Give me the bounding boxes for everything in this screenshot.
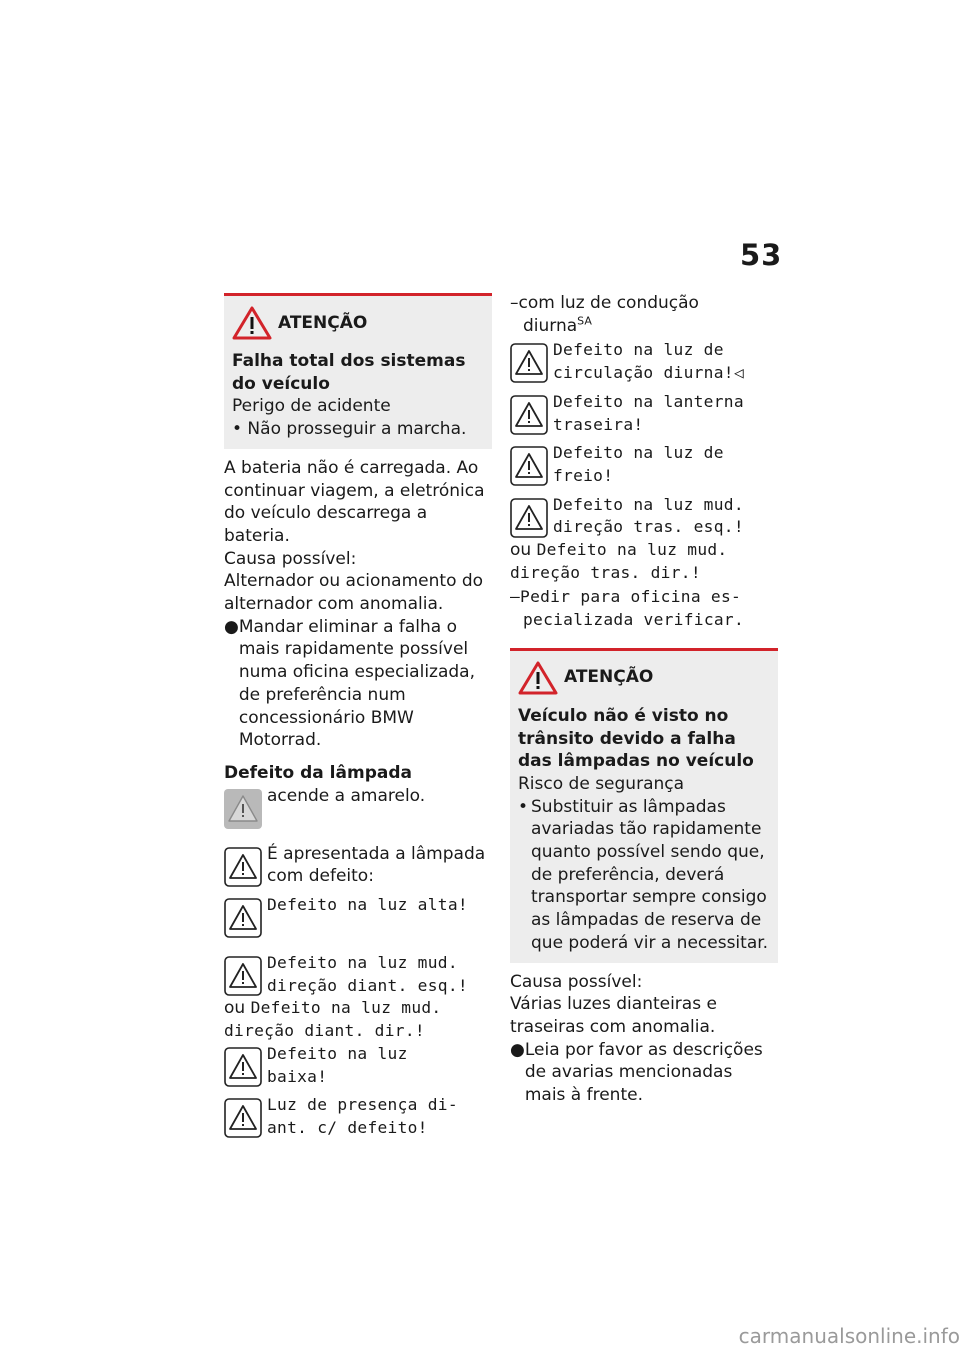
- or-line: [224, 997, 492, 1042]
- general-warning-lamp-icon: [224, 789, 262, 829]
- message-line: Defeito na lanterna: [553, 391, 744, 411]
- cause-label: Causa possível:: [224, 548, 357, 569]
- message-text: [267, 1094, 458, 1139]
- warning-action: • Não prosseguir a marcha.: [232, 419, 467, 440]
- action-text: Mandar eliminar a falha o mais rapidamente possível numa oficina especializada, de preferência num concessionário BMW Motorrad.: [238, 616, 476, 751]
- bullet-dot-icon: ●: [224, 616, 239, 637]
- message-rear-left-indicator: [510, 494, 778, 539]
- right-column: [510, 292, 778, 1107]
- message-line: direção tras. esq.!: [553, 517, 744, 537]
- message-line: ant. c/ defeito!: [267, 1117, 428, 1137]
- message-line: circulação diurna!◁: [553, 363, 744, 383]
- warning-triangle-outline-icon: [510, 395, 548, 435]
- left-column: [224, 293, 492, 1140]
- dash-line: –Pedir para oficina es-: [510, 587, 742, 607]
- cause-text: Alternador ou acionamento do alternador com anomalia.: [224, 571, 484, 615]
- warning-title: Veículo não é visto no trânsito devido a falha das lâmpadas no veículo: [518, 705, 754, 772]
- display-text: É apresentada a lâmpada com defeito:: [267, 843, 486, 887]
- warning-heading: [232, 306, 484, 340]
- warning-triangle-outline-icon: [224, 898, 262, 938]
- action-item: [510, 1039, 778, 1107]
- message-tail-light: [510, 391, 778, 436]
- or-label: ou: [224, 998, 246, 1019]
- message-text: [267, 1043, 408, 1088]
- warning-title: Falha total dos sistemas do veículo: [232, 351, 466, 394]
- message-text: [553, 442, 724, 487]
- message-line: baixa!: [267, 1066, 328, 1086]
- dash-item-text: diurna: [523, 315, 578, 336]
- indicator-row: [224, 785, 492, 829]
- warning-triangle-outline-icon: [224, 1047, 262, 1087]
- warning-triangle-outline-icon: [224, 847, 262, 887]
- message-text: [553, 339, 744, 384]
- display-row: [224, 843, 492, 888]
- message-text: [267, 952, 468, 997]
- bullet-dot-icon: •: [518, 796, 529, 817]
- message-text: [553, 494, 744, 539]
- warning-heading-text: ATENÇÃO: [278, 312, 368, 333]
- page-number: 53: [740, 238, 783, 272]
- warning-triangle-outline-icon: [510, 343, 548, 383]
- message-line: Defeito na luz de: [553, 340, 724, 360]
- warning-triangle-outline-icon: [510, 446, 548, 486]
- message-front-left-indicator: [224, 952, 492, 997]
- daytime-item: [510, 292, 778, 337]
- message-line: traseira!: [553, 414, 644, 434]
- cause-label: Causa possível:: [510, 971, 643, 992]
- warning-risk: Perigo de acidente: [232, 396, 391, 417]
- indicator-text: acende a amarelo.: [267, 785, 426, 806]
- warning-heading: [518, 661, 770, 695]
- message-daytime-light: [510, 339, 778, 384]
- message-line: Defeito na luz: [267, 1043, 408, 1063]
- warning-action-text: Substituir as lâmpadas avariadas tão rapidamente quanto possível sendo que, de preferência, deverá transportar sempre consigo as lâmpadas de reserva de que poderá vir a necessitar.: [531, 796, 769, 953]
- section-title: Defeito da lâmpada: [224, 762, 412, 783]
- message-low-beam: [224, 1043, 492, 1088]
- warning-triangle-outline-icon: [224, 956, 262, 996]
- warning-triangle-icon: [518, 661, 558, 695]
- action-text: Leia por favor as descrições de avarias mencionadas mais à frente.: [524, 1039, 763, 1106]
- message-line: direção diant. dir.!: [224, 1021, 425, 1041]
- message-line: Defeito na luz mud.: [536, 540, 728, 560]
- message-line: Defeito na luz mud.: [267, 953, 458, 973]
- dash-line: pecializada verificar.: [523, 610, 745, 630]
- sa-superscript: SA: [577, 314, 592, 328]
- footer-watermark: carmanualsonline.info: [738, 1324, 960, 1348]
- warning-box-total-failure: [224, 293, 492, 449]
- warning-box-lamp-failure: [510, 648, 778, 963]
- workshop-dash-item: [510, 586, 778, 631]
- warning-triangle-outline-icon: [224, 1098, 262, 1138]
- message-line: freio!: [553, 465, 614, 485]
- warning-risk: Risco de segurança: [518, 773, 685, 794]
- message-line: direção tras. dir.!: [510, 562, 701, 582]
- warning-heading-text: ATENÇÃO: [564, 667, 654, 688]
- message-parking-light: [224, 1094, 492, 1139]
- message-high-beam: [224, 894, 492, 938]
- dash-item-text: –com luz de condução: [510, 293, 699, 313]
- message-line: Defeito na luz mud.: [250, 998, 442, 1018]
- bullet-dot-icon: ●: [510, 1039, 525, 1060]
- warning-action: [518, 796, 770, 955]
- message-line: Defeito na luz mud.: [553, 494, 744, 514]
- message-text: [553, 391, 744, 436]
- or-label: ou: [510, 540, 532, 561]
- cause-text: Várias luzes dianteiras e traseiras com anomalia.: [510, 994, 717, 1037]
- message-line: Luz de presença di-: [267, 1095, 458, 1115]
- message-text: Defeito na luz alta!: [267, 895, 468, 915]
- action-item: [224, 616, 492, 752]
- or-line: [510, 539, 778, 584]
- message-line: direção diant. esq.!: [267, 975, 468, 995]
- message-brake-light: [510, 442, 778, 487]
- battery-paragraph: A bateria não é carregada. Ao continuar viagem, a eletrónica do veículo descarrega a bateria.: [224, 457, 485, 546]
- warning-triangle-icon: [232, 306, 272, 340]
- message-line: Defeito na luz de: [553, 443, 724, 463]
- warning-triangle-outline-icon: [510, 498, 548, 538]
